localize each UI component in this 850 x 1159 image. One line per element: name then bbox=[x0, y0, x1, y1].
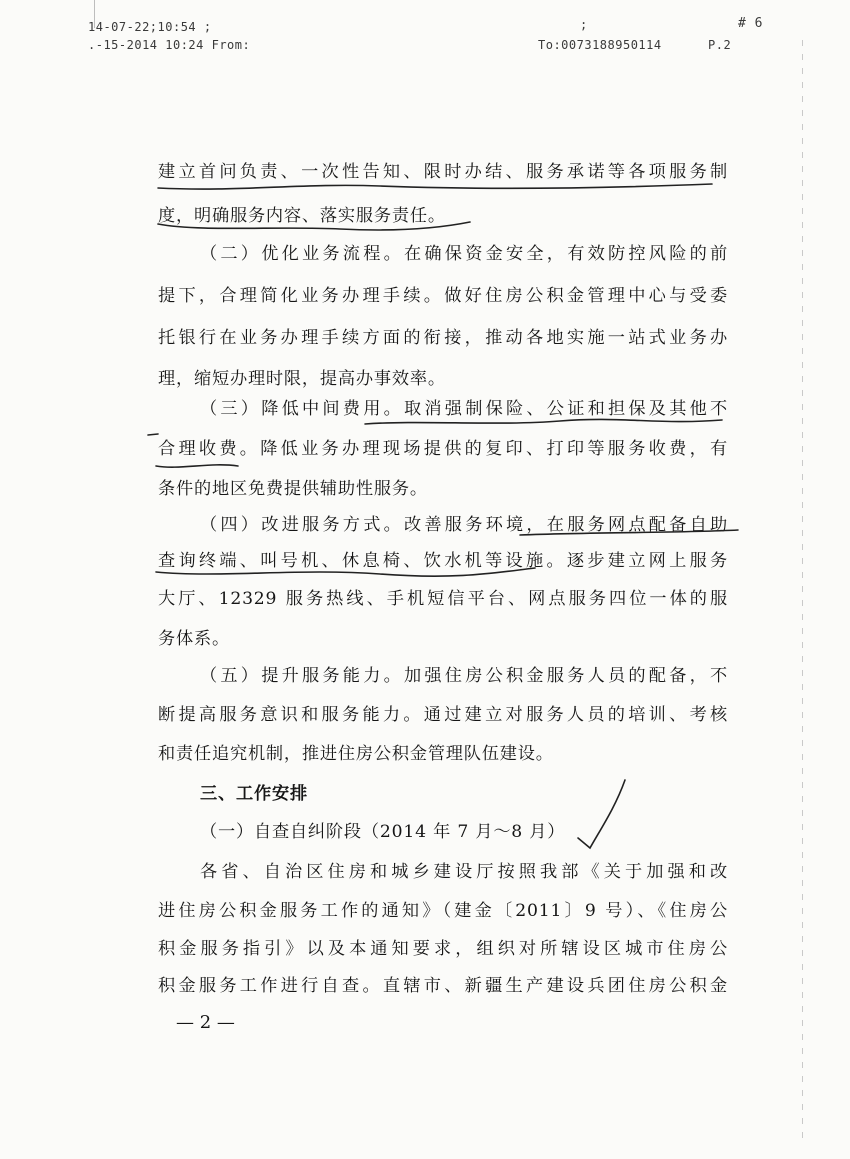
underline-mark bbox=[520, 530, 738, 535]
body-line: 建立首问负责、一次性告知、限时办结、服务承诺等各项服务制 bbox=[158, 162, 728, 182]
body-line: 务体系。 bbox=[158, 629, 230, 649]
body-line: （五）提升服务能力。加强住房公积金服务人员的配备，不 bbox=[200, 666, 728, 686]
underline-mark bbox=[365, 419, 722, 424]
underline-mark bbox=[156, 465, 238, 467]
body-line: 托银行在业务办理手续方面的衔接，推动各地实施一站式业务办 bbox=[158, 328, 728, 348]
section-heading: 三、工作安排 bbox=[200, 784, 308, 804]
body-line: （三）降低中间费用。取消强制保险、公证和担保及其他不 bbox=[200, 399, 728, 419]
fax-header-line2: .-15-2014 10:24 From: bbox=[88, 38, 251, 52]
body-line: 度，明确服务内容、落实服务责任。 bbox=[158, 206, 446, 226]
body-line: （二）优化业务流程。在确保资金安全，有效防控风险的前 bbox=[200, 244, 728, 264]
fax-header-page: P.2 bbox=[708, 38, 732, 52]
fax-header-line1: 14-07-22;10:54 ; bbox=[88, 20, 212, 34]
body-line: 查询终端、叫号机、休息椅、饮水机等设施。逐步建立网上服务 bbox=[158, 551, 728, 571]
fax-header-semicolon: ; bbox=[580, 18, 588, 32]
body-line: （四）改进服务方式。改善服务环境，在服务网点配备自助 bbox=[200, 515, 728, 535]
body-line: 积金服务指引》以及本通知要求，组织对所辖设区城市住房公 bbox=[158, 939, 728, 959]
body-line: 大厅、12329 服务热线、手机短信平台、网点服务四位一体的服 bbox=[158, 589, 728, 609]
body-line: 和责任追究机制，推进住房公积金管理队伍建设。 bbox=[158, 744, 554, 764]
body-line: 合理收费。降低业务办理现场提供的复印、打印等服务收费，有 bbox=[158, 439, 728, 459]
body-line: 理，缩短办理时限，提高办事效率。 bbox=[158, 369, 446, 389]
underline-mark bbox=[148, 434, 158, 435]
underline-mark bbox=[158, 222, 470, 230]
underline-mark bbox=[158, 184, 712, 189]
body-line: 提下，合理简化业务办理手续。做好住房公积金管理中心与受委 bbox=[158, 286, 728, 306]
fax-header-hash: # 6 bbox=[738, 16, 763, 31]
body-line: 断提高服务意识和服务能力。通过建立对服务人员的培训、考核 bbox=[158, 705, 728, 725]
fax-header-recipient: To:0073188950114 bbox=[538, 38, 662, 52]
body-line: 积金服务工作进行自查。直辖市、新疆生产建设兵团住房公积金 bbox=[158, 976, 728, 996]
body-line: 条件的地区免费提供辅助性服务。 bbox=[158, 479, 428, 499]
subsection-heading: （一）自查自纠阶段（2014 年 7 月～8 月） bbox=[200, 822, 566, 842]
underline-mark bbox=[156, 568, 535, 576]
checkmark bbox=[578, 780, 625, 848]
body-line: 进住房公积金服务工作的通知》（建金〔2011〕9 号）、《住房公 bbox=[158, 901, 728, 921]
page-number: — 2 — bbox=[176, 1012, 235, 1033]
body-line: 各省、自治区住房和城乡建设厅按照我部《关于加强和改 bbox=[200, 862, 728, 882]
